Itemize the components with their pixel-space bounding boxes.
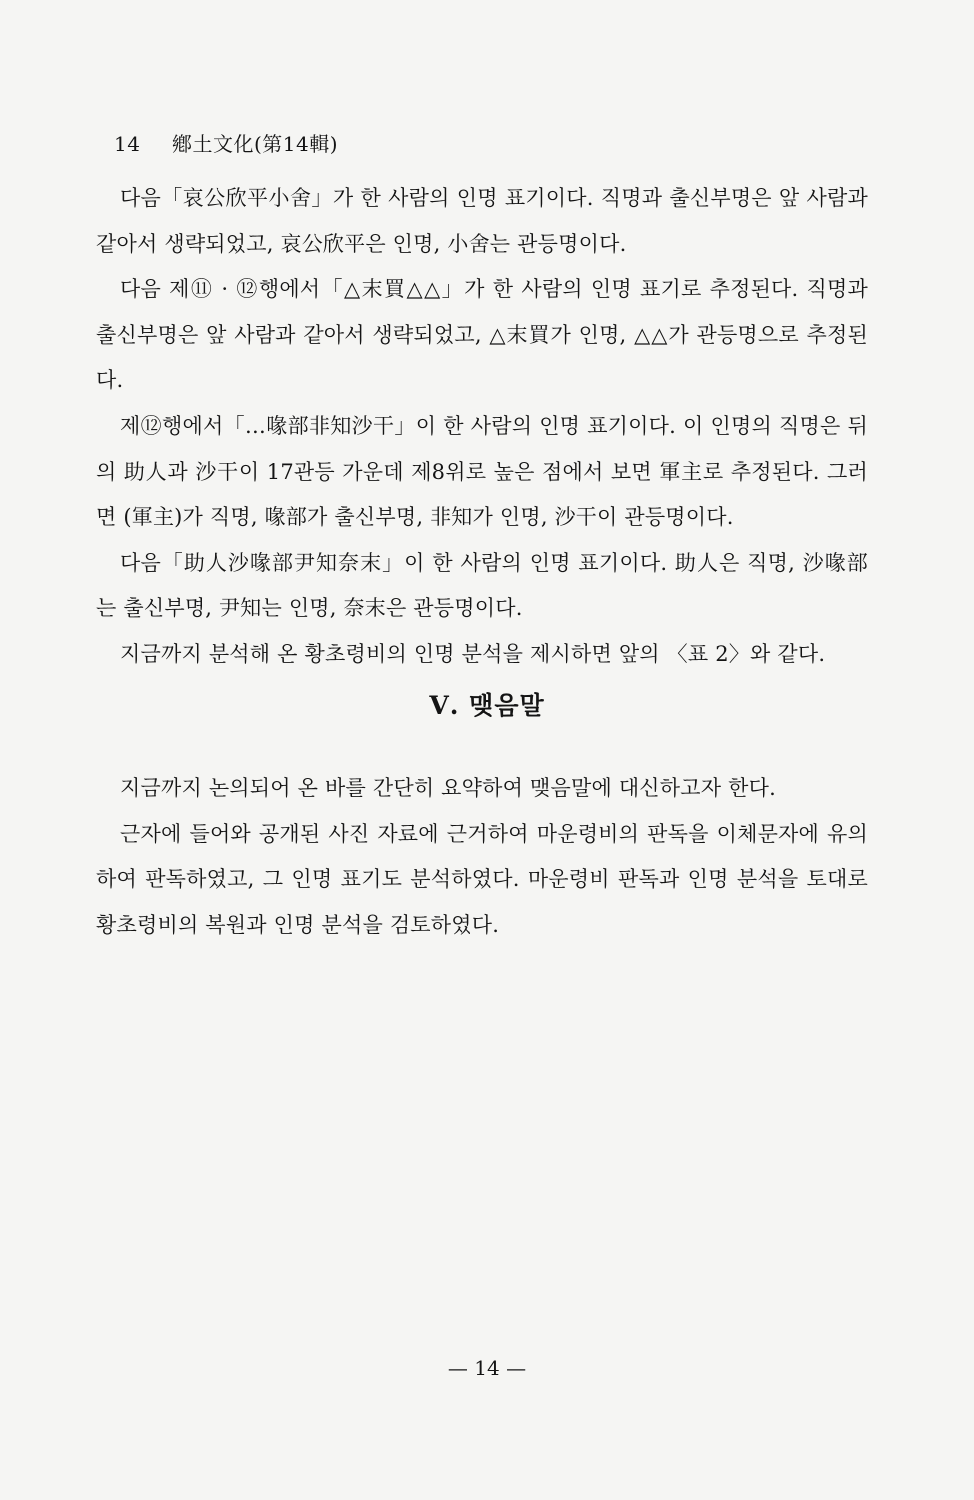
page-footer-number: — 14 —: [447, 1356, 527, 1380]
running-header: [114, 128, 338, 157]
paragraph: 다음「哀公欣平小舍」가 한 사람의 인명 표기이다. 직명과 출신부명은 앞 사람과 같아서 생략되었고, 哀公欣平은 인명, 小舍는 관등명이다.: [96, 186, 868, 256]
body-section-analysis: [96, 176, 868, 678]
paragraph: 근자에 들어와 공개된 사진 자료에 근거하여 마운령비의 판독을 이체문자에 유의하여 판독하였고, 그 인명 표기도 분석하였다. 마운령비 판독과 인명 분석을 토대로 황초령비의 복원과 인명 분석을 검토하였다.: [96, 821, 868, 937]
section-heading: Ⅴ. 맺음말: [429, 691, 545, 720]
body-section-conclusion: [96, 766, 868, 948]
paragraph: 지금까지 분석해 온 황초령비의 인명 분석을 제시하면 앞의 〈표 2〉와 같다.: [120, 641, 826, 666]
paragraph: 다음 제⑪ · ⑫행에서「△末買△△」가 한 사람의 인명 표기로 추정된다. 직명과 출신부명은 앞 사람과 같아서 생략되었고, △末買가 인명, △△가 관등명으로 추정된다.: [96, 277, 868, 393]
paragraph: 제⑫행에서「…喙部非知沙干」이 한 사람의 인명 표기이다. 이 인명의 직명은 뒤의 助人과 沙干이 17관등 가운데 제8위로 높은 점에서 보면 軍主로 추정된다. 그러면 (軍主)가 직명, 喙部가 출신부명, 非知가 인명, 沙干이 관등명이다.: [96, 413, 868, 530]
paragraph: 지금까지 논의되어 온 바를 간단히 요약하여 맺음말에 대신하고자 한다.: [120, 776, 776, 800]
journal-title: 鄕土文化(第14輯): [172, 132, 339, 156]
header-page-number: 14: [114, 132, 141, 156]
paragraph: 다음「助人沙喙部尹知奈末」이 한 사람의 인명 표기이다. 助人은 직명, 沙喙部는 출신부명, 尹知는 인명, 奈末은 관등명이다.: [96, 550, 868, 621]
